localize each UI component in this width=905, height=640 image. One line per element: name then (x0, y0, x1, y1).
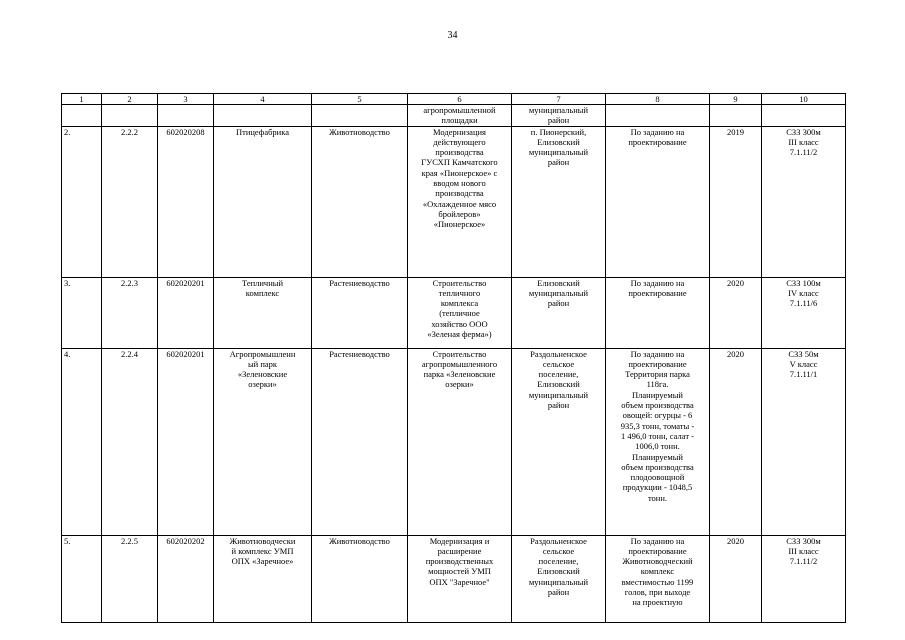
row-number-cell: 4. (62, 348, 102, 535)
column-header: 5 (312, 94, 408, 105)
name-cell: Агропромышленн ый парк «Зеленовские озерки» (214, 348, 312, 535)
id-cell: 602020202 (158, 535, 214, 622)
location-cell: муниципальный район (512, 105, 606, 127)
page-number: 34 (447, 30, 458, 41)
column-header: 1 (62, 94, 102, 105)
year-cell: 2019 (710, 126, 762, 277)
description-cell: Модернизация действующего производства ГУСХП Камчатского края «Пионерское» с вводом нового производства «Охлажденное мясо бройлеров» «Пионерское» (408, 126, 512, 277)
column-header: 2 (102, 94, 158, 105)
sector-cell: Растениеводство (312, 277, 408, 348)
column-number-row (62, 94, 846, 105)
location-cell: п. Пионерский, Елизовский муниципальный район (512, 126, 606, 277)
location-cell: Раздольненское сельское поселение, Елизовский муниципальный район (512, 348, 606, 535)
id-cell (158, 105, 214, 127)
column-header: 9 (710, 94, 762, 105)
table-row (62, 535, 846, 622)
description-cell: Строительство тепличного комплекса (тепличное хозяйство ООО «Зеленая ферма») (408, 277, 512, 348)
note-cell (606, 105, 710, 127)
row-number-cell: 5. (62, 535, 102, 622)
name-cell: Тепличный комплекс (214, 277, 312, 348)
table-row (62, 126, 846, 277)
id-cell: 602020208 (158, 126, 214, 277)
sector-cell: Животноводство (312, 126, 408, 277)
column-header: 8 (606, 94, 710, 105)
note-cell: По заданию на проектирование (606, 126, 710, 277)
location-cell: Елизовский муниципальный район (512, 277, 606, 348)
szz-cell: СЗЗ 300м III класс 7.1.11/2 (762, 126, 846, 277)
szz-cell: СЗЗ 300м III класс 7.1.11/2 (762, 535, 846, 622)
description-cell: Строительство агропромышленного парка «Зеленовские озерки» (408, 348, 512, 535)
column-header: 7 (512, 94, 606, 105)
code-cell: 2.2.3 (102, 277, 158, 348)
name-cell: Животноводчески й комплекс УМП ОПХ «Заречное» (214, 535, 312, 622)
name-cell: Птицефабрика (214, 126, 312, 277)
szz-cell (762, 105, 846, 127)
description-cell: Модернизация и расширение производственных мощностей УМП ОПХ "Заречное" (408, 535, 512, 622)
column-header: 6 (408, 94, 512, 105)
szz-cell: СЗЗ 50м V класс 7.1.11/1 (762, 348, 846, 535)
id-cell: 602020201 (158, 348, 214, 535)
sector-cell: Животноводство (312, 535, 408, 622)
name-cell (214, 105, 312, 127)
description-cell: агропромышленной площадки (408, 105, 512, 127)
year-cell: 2020 (710, 348, 762, 535)
code-cell: 2.2.5 (102, 535, 158, 622)
row-number-cell: 2. (62, 126, 102, 277)
sector-cell (312, 105, 408, 127)
year-cell: 2020 (710, 277, 762, 348)
sector-cell: Растениеводство (312, 348, 408, 535)
table-row (62, 277, 846, 348)
code-cell (102, 105, 158, 127)
row-number-cell: 3. (62, 277, 102, 348)
column-header: 3 (158, 94, 214, 105)
note-cell: По заданию на проектирование Территория парка 118га. Планируемый объем производства овощей: огурцы - 6 935,3 тонн, томаты - 1 496,0 тонн, салат - 1006,0 тонн. Планируемый объем производства плодоовощной продукции - 1048,5 тонн. (606, 348, 710, 535)
szz-cell: СЗЗ 100м IV класс 7.1.11/6 (762, 277, 846, 348)
code-cell: 2.2.2 (102, 126, 158, 277)
column-header: 10 (762, 94, 846, 105)
id-cell: 602020201 (158, 277, 214, 348)
row-number-cell (62, 105, 102, 127)
table-row (62, 348, 846, 535)
column-header: 4 (214, 94, 312, 105)
table-row (62, 105, 846, 127)
objects-table (61, 93, 846, 623)
code-cell: 2.2.4 (102, 348, 158, 535)
year-cell (710, 105, 762, 127)
note-cell: По заданию на проектирование (606, 277, 710, 348)
location-cell: Раздольненское сельское поселение, Елизовский муниципальный район (512, 535, 606, 622)
year-cell: 2020 (710, 535, 762, 622)
note-cell: По заданию на проектирование Животноводческий комплекс вместимостью 1199 голов, при выходе на проектную (606, 535, 710, 622)
